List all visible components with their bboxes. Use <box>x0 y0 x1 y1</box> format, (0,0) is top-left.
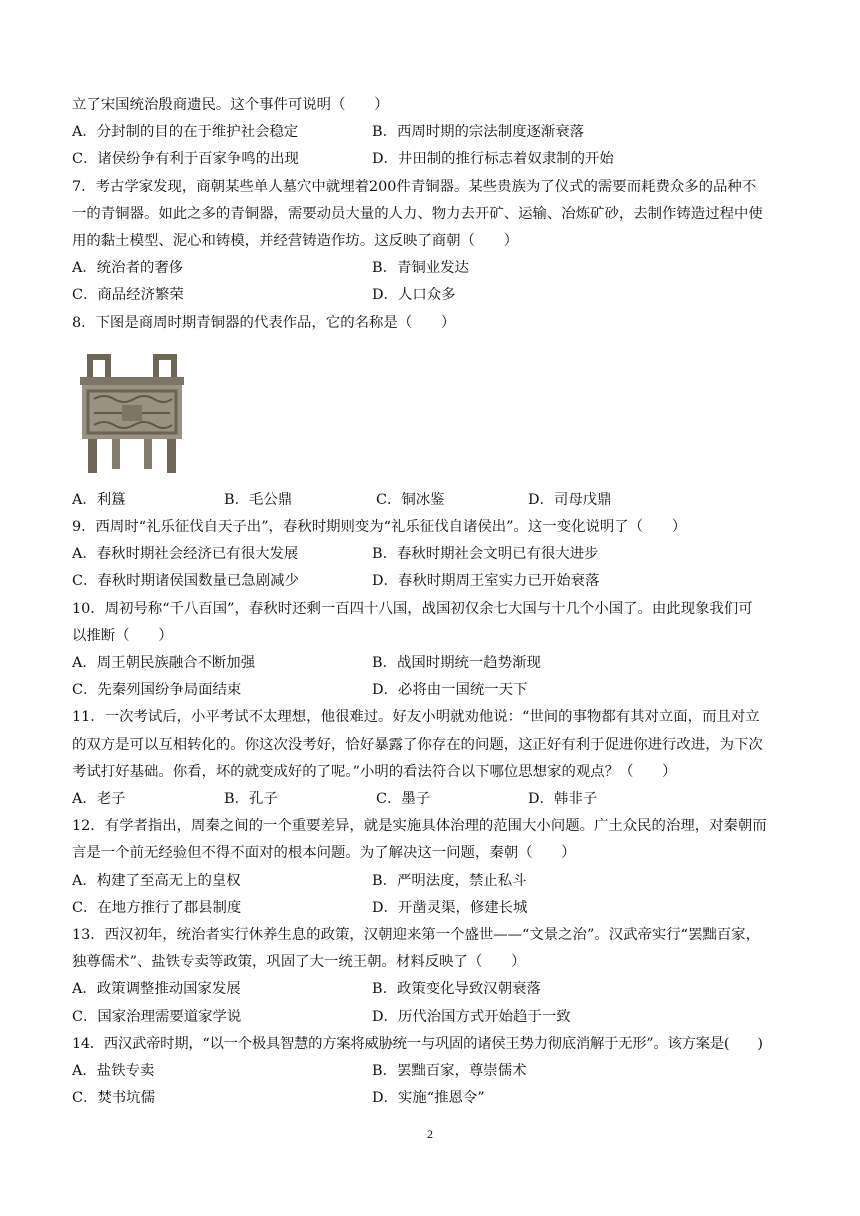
q13-stem-line-2: 独尊儒术”、盐铁专卖等政策，巩固了大一统王朝。材料反映了（ ） <box>72 954 526 971</box>
q6-option-c[interactable]: C．诸侯纷争有利于百家争鸣的出现 <box>72 151 299 168</box>
q12-option-a[interactable]: A．构建了至高无上的皇权 <box>72 872 241 889</box>
q12-options-row-1 <box>72 868 792 895</box>
q14-options-row-2 <box>72 1085 792 1112</box>
q8-option-c[interactable]: C．铜冰鉴 <box>376 491 445 508</box>
q10-option-d[interactable]: D．必将由一国统一天下 <box>372 682 528 699</box>
q14-option-a[interactable]: A．盐铁专卖 <box>72 1063 155 1080</box>
q9-options-row-2 <box>72 568 792 595</box>
q10-stem-line-1: 10．周初号称“千八百国”，春秋时还剩一百四十八国，战国初仅余七大国与十几个小国了。由此现象我们可 <box>72 600 753 617</box>
q11-stem-line-1: 11．一次考试后，小平考试不太理想，他很难过。好友小明就劝他说：“世间的事物都有其对立面，而且对立 <box>72 709 760 726</box>
q12-option-c[interactable]: C．在地方推行了郡县制度 <box>72 899 242 916</box>
q6-option-b[interactable]: B．西周时期的宗法制度逐渐衰落 <box>372 124 585 141</box>
q12-stem-line-2: 言是一个前无经验但不得不面对的根本问题。为了解决这一问题，秦朝（ ） <box>72 845 576 862</box>
q10-option-a[interactable]: A．周王朝民族融合不断加强 <box>72 655 256 672</box>
q8-options-row <box>72 487 792 514</box>
exam-page <box>72 92 792 1113</box>
q9-option-b[interactable]: B．春秋时期社会文明已有很大进步 <box>372 546 599 563</box>
q13-option-d[interactable]: D．历代治国方式开始趋于一致 <box>372 1008 571 1025</box>
q13-options-row-2 <box>72 1004 792 1031</box>
q7-option-c[interactable]: C．商品经济繁荣 <box>72 287 184 304</box>
q6-option-a[interactable]: A．分封制的目的在于维护社会稳定 <box>72 124 299 141</box>
bronze-ding-image <box>72 347 192 475</box>
q8-option-d[interactable]: D．司母戊鼎 <box>528 491 612 508</box>
q7-stem-line-1: 7．考古学家发现，商朝某些单人墓穴中就埋着200件青铜器。某些贵族为了仪式的需要而耗费众多的品种不 <box>72 178 757 195</box>
q13-stem-line-1: 13．西汉初年，统治者实行休养生息的政策，汉朝迎来第一个盛世——“文景之治”。汉武帝实行“罢黜百家， <box>72 927 760 944</box>
q7-option-a[interactable]: A．统治者的奢侈 <box>72 260 184 277</box>
q9-option-a[interactable]: A．春秋时期社会经济已有很大发展 <box>72 546 299 563</box>
q8-stem: 8．下图是商周时期青铜器的代表作品，它的名称是（ ） <box>72 314 456 331</box>
page-number: 2 <box>427 1127 433 1141</box>
q14-option-c[interactable]: C．焚书坑儒 <box>72 1090 155 1107</box>
q9-option-d[interactable]: D．春秋时期周王室实力已开始衰落 <box>372 573 600 590</box>
q13-option-b[interactable]: B．政策变化导致汉朝衰落 <box>372 981 541 998</box>
q11-option-a[interactable]: A．老子 <box>72 791 126 808</box>
q10-options-row-2 <box>72 677 792 704</box>
q12-option-d[interactable]: D．开凿灵渠，修建长城 <box>372 899 528 916</box>
q7-option-d[interactable]: D．人口众多 <box>372 287 456 304</box>
q13-option-c[interactable]: C．国家治理需要道家学说 <box>72 1008 242 1025</box>
q13-option-a[interactable]: A．政策调整推动国家发展 <box>72 981 241 998</box>
q11-option-b[interactable]: B．孔子 <box>224 791 278 808</box>
q7-options-row-1 <box>72 255 792 282</box>
q6-option-d[interactable]: D．井田制的推行标志着奴隶制的开始 <box>372 151 614 168</box>
q9-stem: 9．西周时“礼乐征伐自天子出”，春秋时期则变为“礼乐征伐自诸侯出”。这一变化说明了（ ） <box>72 519 687 536</box>
q14-options-row-1 <box>72 1058 792 1085</box>
q7-option-b[interactable]: B．青铜业发达 <box>372 260 469 277</box>
q9-option-c[interactable]: C．春秋时期诸侯国数量已急剧减少 <box>72 573 299 590</box>
q11-option-d[interactable]: D．韩非子 <box>528 791 598 808</box>
q14-stem: 14．西汉武帝时期，“以一个极具智慧的方案将威胁统一与巩固的诸侯王势力彻底消解于无形”。该方案是( ) <box>72 1035 763 1052</box>
q11-option-c[interactable]: C．墨子 <box>376 791 431 808</box>
q8-option-a[interactable]: A．利簋 <box>72 491 126 508</box>
q14-option-d[interactable]: D．实施“推恩令” <box>372 1090 485 1107</box>
q7-options-row-2 <box>72 282 792 309</box>
q12-options-row-2 <box>72 895 792 922</box>
q7-stem-line-3: 用的黏土模型、泥心和铸模，并经营铸造作坊。这反映了商朝（ ） <box>72 233 519 250</box>
bronze-ding-figure <box>72 337 792 487</box>
q12-stem-line-1: 12．有学者指出，周秦之间的一个重要差异，就是实施具体治理的范围大小问题。广土众民的治理，对秦朝而 <box>72 818 767 835</box>
q10-option-c[interactable]: C．先秦列国纷争局面结束 <box>72 682 242 699</box>
q6-options-row-1 <box>72 119 792 146</box>
q10-options-row-1 <box>72 650 792 677</box>
q6-stem: 立了宋国统治殷商遗民。这个事件可说明（ ） <box>72 97 389 113</box>
q10-option-b[interactable]: B．战国时期统一趋势渐现 <box>372 655 541 672</box>
q11-stem-line-2: 的双方是可以互相转化的。你这次没考好，恰好暴露了你存在的问题，这正好有利于促进你进行改进，为下次 <box>72 736 763 753</box>
q7-stem-line-2: 一的青铜器。如此之多的青铜器，需要动员大量的人力、物力去开矿、运输、冶炼矿砂，去制作铸造过程中使 <box>72 205 763 222</box>
q11-stem-line-3: 考试打好基础。你看，坏的就变成好的了呢。”小明的看法符合以下哪位思想家的观点？（ ） <box>72 763 677 780</box>
q13-options-row-1 <box>72 976 792 1003</box>
q6-options-row-2 <box>72 146 792 173</box>
q14-option-b[interactable]: B．罢黜百家，尊崇儒术 <box>372 1063 527 1080</box>
q9-options-row-1 <box>72 541 792 568</box>
q12-option-b[interactable]: B．严明法度，禁止私斗 <box>372 872 527 889</box>
q8-option-b[interactable]: B．毛公鼎 <box>224 491 293 508</box>
q10-stem-line-2: 以推断（ ） <box>72 627 173 644</box>
q11-options-row <box>72 786 792 813</box>
